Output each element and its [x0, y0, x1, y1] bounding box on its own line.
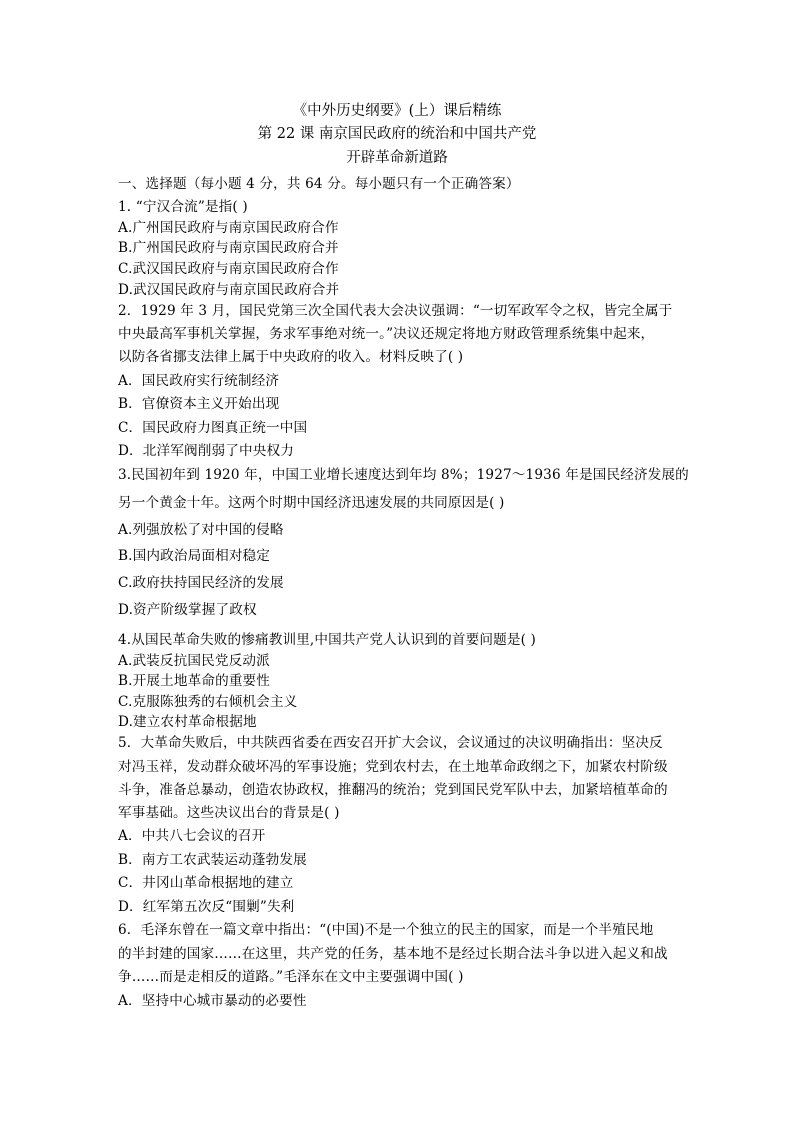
question-3-option-c: C.政府扶持国民经济的发展	[118, 575, 284, 591]
question-6-stem-line-2: 的半封建的国家……在这里，共产党的任务，基本地不是经过长期合法斗争以进入起义和战	[118, 946, 668, 962]
question-5-option-c: C．井冈山革命根据地的建立	[118, 875, 294, 891]
question-4-option-a: A.武装反抗国民党反动派	[118, 653, 270, 669]
lesson-title: 第 22 课 南京国民政府的统治和中国共产党	[257, 126, 537, 142]
question-4-option-d: D.建立农村革命根据地	[118, 714, 257, 730]
question-2-option-b: B．官僚资本主义开始出现	[118, 396, 280, 412]
document-title: 《中外历史纲要》(上）课后精练	[292, 103, 502, 119]
question-2-option-d: D．北洋军阀削弱了中央权力	[118, 443, 294, 459]
question-5-stem-line-2: 对冯玉祥，发动群众破坏冯的军事设施；党到农村去，在土地革命政纲之下，加紧农村阶级	[118, 759, 668, 775]
question-5-option-b: B．南方工农武装运动蓬勃发展	[118, 852, 307, 868]
question-6-stem-line-1: 6．毛泽东曾在一篇文章中指出：“(中国)不是一个独立的民主的国家，而是一个半殖民地	[118, 922, 654, 938]
question-4-option-c: C.克服陈独秀的右倾机会主义	[118, 694, 298, 710]
question-1-option-b: B.广州国民政府与南京国民政府合并	[118, 240, 339, 256]
question-6-option-a: A．坚持中心城市暴动的必要性	[118, 993, 307, 1009]
question-2-stem-line-1: 2．1929 年 3 月，国民党第三次全国代表大会决议强调：“一切军政军令之权，皆完全属于	[118, 303, 673, 319]
question-3-option-b: B.国内政治局面相对稳定	[118, 548, 271, 564]
question-2-option-c: C．国民政府力图真正统一中国	[118, 420, 308, 436]
question-3-stem-line-1: 3.民国初年到 1920 年，中国工业增长速度达到年均 8%；1927～1936 年是国民经济发展的	[118, 467, 689, 483]
question-2-stem-line-2: 中央最高军事机关掌握，务求军事绝对统一。”决议还规定将地方财政管理系统集中起来，	[118, 326, 655, 342]
question-5-option-d: D．红军第五次反“围剿”失利	[118, 899, 295, 915]
question-1-option-d: D.武汉国民政府与南京国民政府合并	[118, 282, 340, 298]
question-2-option-a: A．国民政府实行统制经济	[118, 373, 280, 389]
question-1-option-c: C.武汉国民政府与南京国民政府合作	[118, 261, 339, 277]
question-3-stem-line-2: 另一个黄金十年。这两个时期中国经济迅速发展的共同原因是( )	[118, 495, 505, 511]
question-1-option-a: A.广州国民政府与南京国民政府合作	[118, 220, 339, 236]
section-heading: 一、选择题（每小题 4 分，共 64 分。每小题只有一个正确答案）	[118, 176, 520, 192]
question-3-option-d: D.资产阶级掌握了政权	[118, 602, 257, 618]
question-6-stem-line-3: 争……而是走相反的道路。”毛泽东在文中主要强调中国( )	[118, 969, 464, 985]
lesson-title-continued: 开辟革命新道路	[346, 150, 448, 166]
question-5-stem-line-4: 军事基础。这些决议出台的背景是( )	[118, 805, 340, 821]
question-3-option-a: A.列强放松了对中国的侵略	[118, 522, 284, 538]
question-4-stem: 4.从国民革命失败的惨痛教训里,中国共产党人认识到的首要问题是( )	[118, 632, 536, 648]
question-5-stem-line-3: 斗争，准备总暴动，创造农协政权，推翻冯的统治；党到国民党军队中去，加紧培植革命的	[118, 782, 668, 798]
question-5-option-a: A．中共八七会议的召开	[118, 828, 266, 844]
question-1-stem: 1. “宁汉合流”是指( )	[118, 199, 248, 215]
question-2-stem-line-3: 以防各省挪支法律上属于中央政府的收入。材料反映了( )	[118, 349, 464, 365]
question-4-option-b: B.开展土地革命的重要性	[118, 673, 271, 689]
question-5-stem-line-1: 5．大革命失败后，中共陕西省委在西安召开扩大会议，会议通过的决议明确指出：坚决反	[118, 735, 663, 751]
